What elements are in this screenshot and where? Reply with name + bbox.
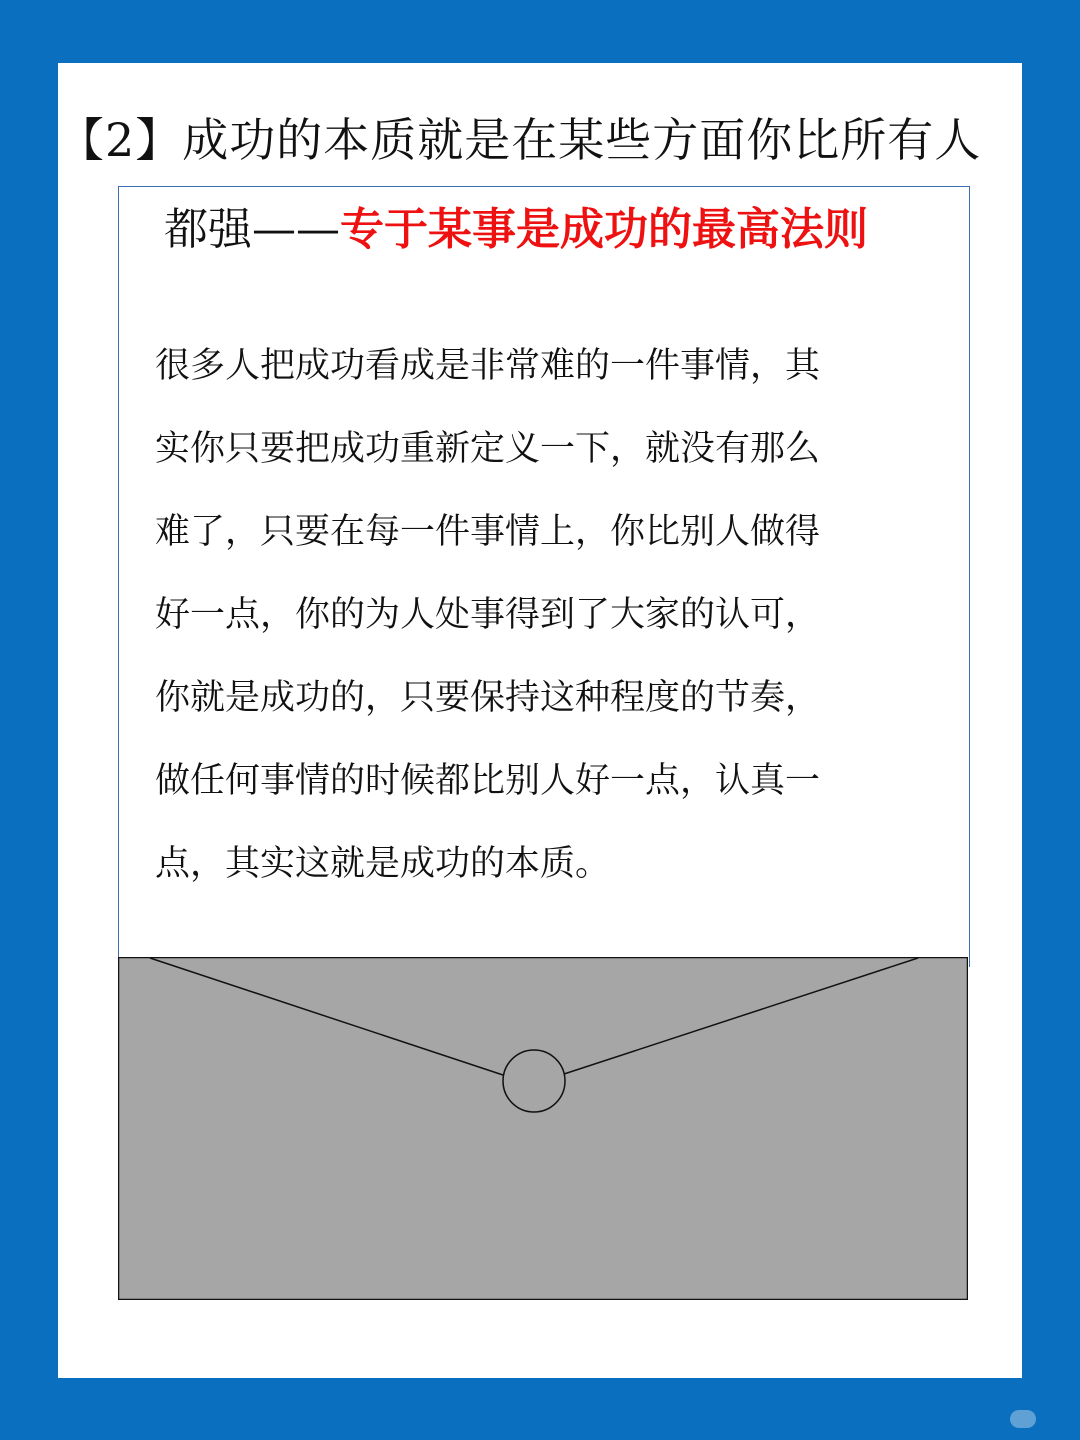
body-line: 难了，只要在每一件事情上，你比别人做得 (155, 512, 821, 552)
envelope-seal-icon (503, 1050, 565, 1112)
body-line: 实你只要把成功重新定义一下，就没有那么 (155, 429, 821, 469)
body-paragraph (155, 325, 895, 906)
body-line: 好一点，你的为人处事得到了大家的认可， (155, 595, 821, 635)
body-line: 你就是成功的，只要保持这种程度的节奏， (155, 678, 821, 718)
title-line-2 (164, 200, 924, 260)
body-line: 做任何事情的时候都比别人好一点，认真一 (155, 761, 821, 801)
page-card (58, 63, 1022, 1378)
title-prefix: 都强—— (164, 204, 340, 255)
title-highlight: 专于某事是成功的最高法则 (340, 204, 868, 255)
watermark-logo (1010, 1410, 1036, 1428)
envelope-illustration (118, 957, 968, 1300)
title-line-1: 【2】成功的本质就是在某些方面你比所有人 (58, 113, 982, 167)
body-line: 点，其实这就是成功的本质。 (155, 844, 611, 884)
envelope-body (119, 958, 968, 1300)
body-line: 很多人把成功看成是非常难的一件事情，其 (155, 346, 821, 386)
